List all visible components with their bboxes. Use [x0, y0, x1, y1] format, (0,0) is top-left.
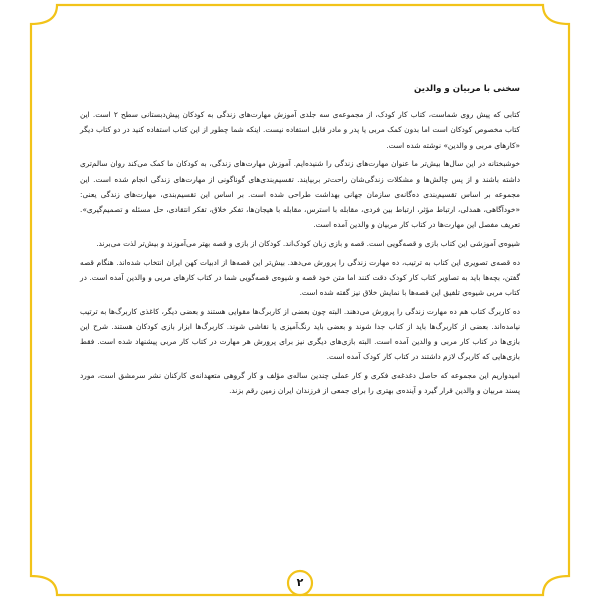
section-heading: سخنی با مربیان و والدین: [413, 84, 520, 94]
paragraph-stories: ده قصه‌ی تصویری این کتاب به ترتیب، ده مهارت زندگی را پرورش می‌دهد. بیش‌تر این قصه‌ها از ادبیات کهن ایران انتخاب شده‌اند. هنگام قصه گفتن، بچه‌ها باید به تصاویر کتاب کار کودک دقت کنند اما متن خود قصه و شیوه‌ی قصه‌گویی شما در کتاب کارهای مربی و والدین آمده است. در کتاب مربی شیوه‌ی تلفیق این قصه‌ها با نمایش خلاق نیز گفته شده است.: [80, 257, 520, 297]
page-number: ۲: [296, 576, 304, 589]
paragraph-intro: کتابی که پیش روی شماست، کتاب کار کودک، از مجموعه‌ی سه جلدی آموزش مهارت‌های زندگی به کودکان پیش‌دبستانی سطح ۲ است. این کتاب مخصوص کودکان است اما بدون کمک مربی یا پدر و مادر قابل استفاده نیست. اینکه شما چطور از این کتاب استفاده کنید در دو کتاب دیگر «کارهای مربی و والدین» نوشته شده است.: [80, 110, 520, 150]
paragraph-teaching-method: شیوه‌ی آموزشی این کتاب بازی و قصه‌گویی است. قصه و بازی زبان کودک‌اند. کودکان از بازی و قصه بهتر می‌آموزند و بیش‌تر لذت می‌برند.: [96, 238, 520, 248]
paragraph-closing: امیدواریم این مجموعه که حاصل دغدغه‌ی فکری و کار عملی چندین ساله‌ی مؤلف و کار گروهی متعهدانه‌ی کارکنان نشر سرمشق است، مورد پسند مربیان و والدین قرار گیرد و آینده‌ی بهتری را برای جمعی از فرزندان ایران زمین رقم بزند.: [80, 370, 520, 396]
paragraph-life-skills: خوشبختانه در این سال‌ها بیش‌تر ما عنوان مهارت‌های زندگی را شنیده‌ایم. آموزش مهارت‌های زندگی، به کودکان ما کمک می‌کند روان سالم‌تری داشته باشند و از پس چالش‌ها و مشکلات زندگی‌شان راحت‌تر بربیایند. تقسیم‌بندی‌های گوناگونی از مهارت‌های زندگی انجام شده است. این مجموعه بر اساس تقسیم‌بندی ده‌گانه‌ی سازمان جهانی بهداشت طراحی شده است. بر اساس این تقسیم‌بندی، مهارت‌های زندگی یعنی: «خودآگاهی، همدلی، ارتباط مؤثر، ارتباط بین فردی، مقابله با استرس، مقابله با هیجان‌ها، تفکر خلاق، تفکر انتقادی، حل مسئله و تصمیم‌گیری». تعریف مفصل این مهارت‌ها در کتاب کار مربیان و والدین آمده است.: [80, 159, 520, 230]
page-body: [80, 82, 520, 557]
paragraph-worksheets: ده کاربرگ کتاب هم ده مهارت زندگی را پرورش می‌دهند. البته چون بعضی از کاربرگ‌ها مقوایی هستند و بعضی دیگر، کاغذی کاربرگ‌ها به ترتیب نیامده‌اند. بعضی از کاربرگ‌ها باید از کتاب جدا شوند و بعضی باید رنگ‌آمیزی یا نقاشی شوند. کاربرگ‌ها ابزار بازی کودکان هستند. شرح این بازی‌ها در کتاب کار مربی و والدین آمده است. البته بازی‌های دیگری نیز برای پرورش هر مهارت در کتاب کار مربی پیشنهاد شده است. فقط بازی‌هایی که کاربرگ لازم داشتند در کتاب کار کودک آمده است.: [80, 306, 520, 362]
